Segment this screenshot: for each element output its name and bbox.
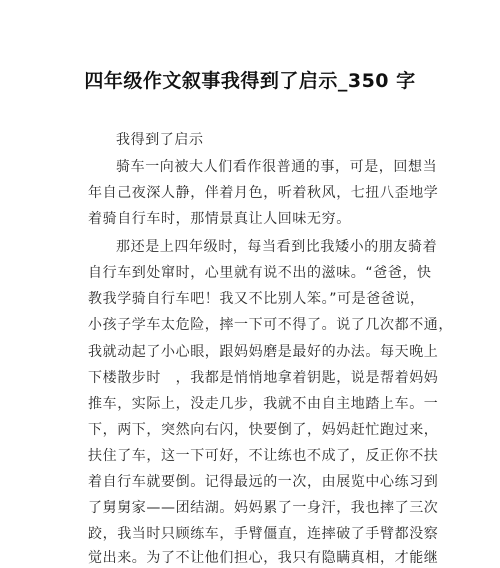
- paragraph-line: 觉出来。为了不让他们担心，我只有隐瞒真相，才能继: [88, 550, 439, 566]
- document-title: 四年级作文叙事我得到了启示_350 字: [84, 70, 416, 92]
- paragraph-line: 着自行车就要倒。记得最远的一次，由展览中心练习到: [88, 474, 439, 490]
- paragraph-line: 年自己夜深人静，伴着月色，听着秋风，七扭八歪地学: [88, 185, 439, 201]
- paragraph-line: 推车，实际上，没走几步，我就不由自主地踏上车。一: [88, 396, 439, 412]
- section-heading: 我得到了启示: [116, 132, 204, 148]
- paragraph-line: 跤，我当时只顾练车，手臂僵直，连摔破了手臂都没察: [88, 526, 439, 542]
- paragraph-line: 教我学骑自行车吧！我又不比别人笨。”可是爸爸说，: [88, 291, 425, 307]
- paragraph-line: 下楼散步时 ，我都是悄悄地拿着钥匙，说是帮着妈妈: [88, 370, 439, 386]
- paragraph-line: 扶住了车，这一下可好，不让练也不成了，反正你不扶: [88, 448, 439, 464]
- paragraph-line: 那还是上四年级时，每当看到比我矮小的朋友骑着: [116, 239, 438, 255]
- paragraph-line: 我就动起了小心眼，跟妈妈磨是最好的办法。每天晚上: [88, 344, 439, 360]
- paragraph-line: 自行车到处窜时，心里就有说不出的滋味。“爸爸，快: [88, 265, 432, 281]
- paragraph-line: 骑车一向被大人们看作很普通的事，可是，回想当: [116, 159, 438, 175]
- paragraph-line: 了舅舅家——团结湖。妈妈累了一身汗，我也摔了三次: [88, 500, 439, 516]
- paragraph-line: 着骑自行车时，那情景真让人回味无穷。: [88, 211, 351, 227]
- paragraph-line: 小孩子学车太危险，摔一下可不得了。说了几次都不通，: [88, 317, 453, 333]
- paragraph-line: 下，两下，突然向右闪，快要倒了，妈妈赶忙跑过来，: [88, 422, 439, 438]
